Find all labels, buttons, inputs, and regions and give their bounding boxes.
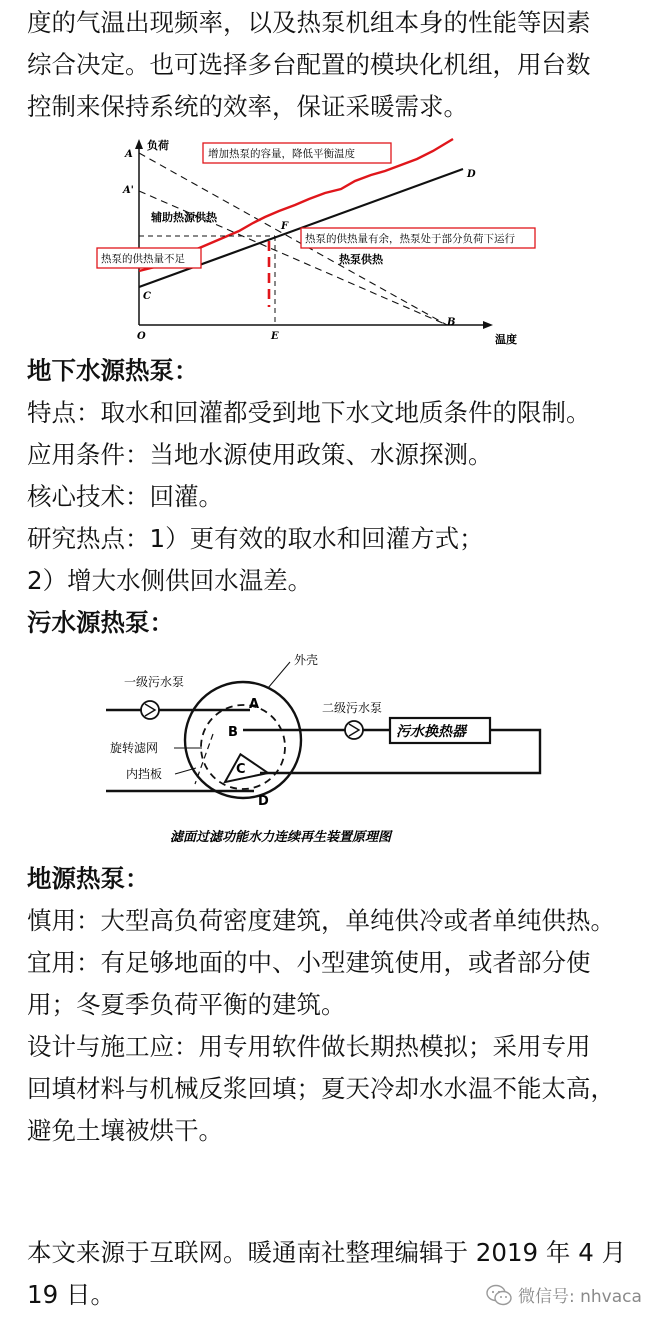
watermark-text: 微信号: nhvaca	[518, 1287, 642, 1307]
point-f: F	[281, 221, 289, 232]
shell-callout	[268, 662, 290, 688]
point-d-label: D	[258, 794, 269, 809]
balance-point-chart	[101, 131, 535, 353]
ground-line-6: 避免土壤被烘干。	[27, 1116, 223, 1145]
pump2-label: 二级污水泵	[322, 701, 383, 715]
filter-label: 旋转滤网	[110, 741, 159, 755]
intro-line-1: 度的气温出现频率，以及热泵机组本身的性能等因素	[27, 8, 591, 37]
x-axis-label: 温度	[495, 333, 517, 346]
groundwater-heading: 地下水源热泵：	[27, 356, 199, 385]
x-axis-arrow	[483, 321, 493, 329]
groundwater-line-2: 应用条件：当地水源使用政策、水源探测。	[27, 440, 493, 469]
filter-device-diagram	[100, 648, 550, 848]
ground-line-4: 设计与施工应：用专用软件做长期热模拟；采用专用	[27, 1032, 591, 1061]
ground-line-3: 用；冬夏季负荷平衡的建筑。	[27, 990, 346, 1019]
point-o: O	[137, 331, 146, 342]
footer-line-2: 19 日。	[27, 1280, 115, 1309]
groundwater-line-1: 特点：取水和回灌都受到地下水文地质条件的限制。	[27, 398, 591, 427]
ground-heading: 地源热泵：	[27, 864, 150, 893]
insufficient-text: 热泵的供热量不足	[101, 253, 185, 265]
sewage-heading: 污水源热泵：	[27, 608, 174, 637]
point-e: E	[271, 331, 279, 342]
point-b: B	[447, 317, 456, 328]
baffle-label: 内挡板	[126, 767, 163, 781]
point-c: C	[143, 291, 151, 302]
point-d: D	[467, 169, 476, 180]
y-axis-arrow	[135, 139, 143, 149]
shell-label: 外壳	[294, 653, 319, 667]
pump1-label: 一级污水泵	[124, 675, 185, 689]
point-a-label: A	[249, 697, 260, 712]
point-b-label: B	[228, 725, 238, 740]
ground-line-1: 慎用：大型高负荷密度建筑，单纯供冷或者单纯供热。	[27, 906, 615, 935]
intro-line-3: 控制来保持系统的效率，保证采暖需求。	[27, 92, 468, 121]
point-c-label: C	[236, 762, 246, 777]
ground-line-2: 宜用：有足够地面的中、小型建筑使用，或者部分使	[27, 948, 591, 977]
intro-line-2: 综合决定。也可选择多台配置的模块化机组，用台数	[27, 50, 591, 79]
point-a-prime: A'	[123, 185, 134, 196]
surplus-text: 热泵的供热量有余，热泵处于部分负荷下运行	[305, 233, 515, 245]
footer-line-1: 本文来源于互联网。暖通南社整理编辑于 2019 年 4 月	[27, 1238, 627, 1267]
groundwater-line-3: 核心技术：回灌。	[27, 482, 223, 511]
increase-capacity-text: 增加热泵的容量，降低平衡温度	[208, 148, 355, 160]
ground-line-5: 回填材料与机械反浆回填；夏天冷却水水温不能太高，	[27, 1074, 615, 1103]
diagram-caption: 滤面过滤功能水力连续再生装置原理图	[170, 830, 392, 845]
aux-heat-label: 辅助热源供热	[151, 211, 217, 224]
wechat-icon	[486, 1284, 512, 1306]
exchanger-label: 污水换热器	[396, 724, 466, 740]
point-a: A	[125, 149, 133, 160]
groundwater-line-4: 研究热点：1）更有效的取水和回灌方式；	[27, 524, 484, 553]
pump-heat-label: 热泵供热	[339, 253, 383, 266]
baffle-dashed-line	[195, 734, 213, 784]
y-axis-label: 负荷	[147, 139, 169, 152]
groundwater-line-5: 2）增大水侧供回水温差。	[27, 566, 313, 595]
wechat-watermark	[486, 1282, 642, 1307]
